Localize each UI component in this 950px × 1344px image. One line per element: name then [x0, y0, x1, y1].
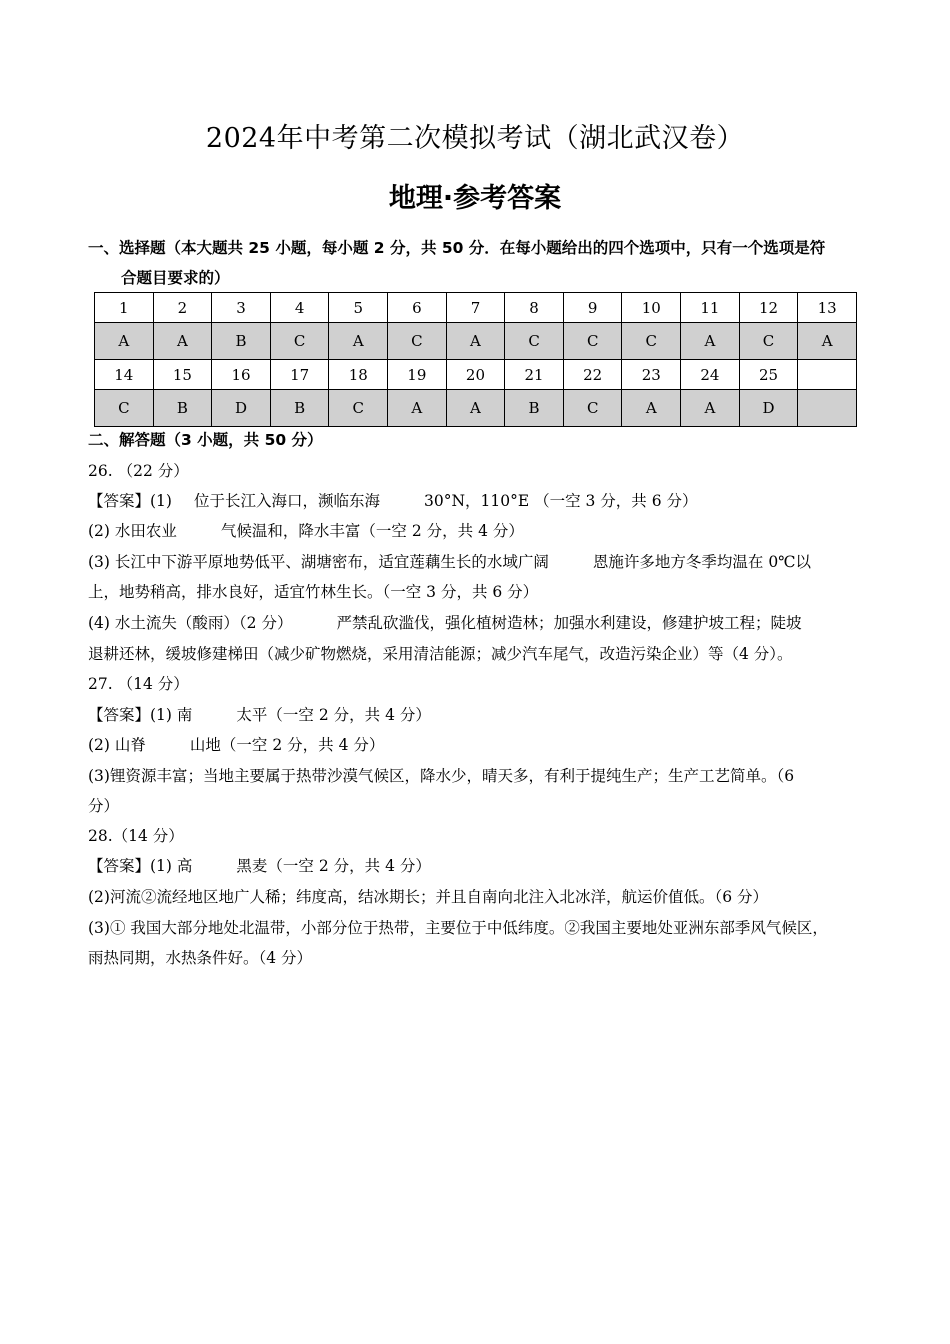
- q28-answer-2: (2)河流②流经地区地广人稀；纬度高，结冰期长；并且自南向北注入北冰洋，航运价值低。（6 分）: [88, 888, 768, 906]
- answer-cell: 4: [270, 293, 329, 323]
- answer-table: [94, 292, 857, 427]
- answer-cell: 11: [681, 293, 740, 323]
- q26-answer-1: [88, 486, 878, 516]
- q27-answer-3-line1: (3)锂资源丰富；当地主要属于热带沙漠气候区，降水少，晴天多，有利于提纯生产；生产工艺简单。（6: [88, 767, 795, 785]
- answer-cell: 16: [212, 360, 271, 390]
- answer-cell: 15: [153, 360, 212, 390]
- answer-cell: 18: [329, 360, 388, 390]
- answer-cell: A: [153, 323, 212, 360]
- page-subtitle: 地理·参考答案: [388, 183, 562, 214]
- q26-answer-3-line2: 上，地势稍高，排水良好，适宜竹林生长。（一空 3 分，共 6 分）: [88, 583, 539, 601]
- q26-a2-prefix: (2): [88, 522, 110, 540]
- q28-a1-part1: 高: [176, 857, 193, 875]
- q28-a1-prefix: 【答案】(1): [88, 857, 172, 875]
- section1-heading-line1: 一、选择题（本大题共 25 小题，每小题 2 分，共 50 分．在每小题给出的四个选项中，只有一个选项是符: [88, 239, 826, 257]
- section2-heading: 二、解答题（3 小题，共 50 分）: [88, 431, 323, 449]
- answer-cell: A: [798, 323, 857, 360]
- q28-a1-part2: 黑麦（一空 2 分，共 4 分）: [236, 857, 431, 875]
- answer-cell: 20: [446, 360, 505, 390]
- q26-answer-3-line1: [88, 547, 878, 577]
- answer-cell: [798, 390, 857, 427]
- answer-cell: C: [329, 390, 388, 427]
- section1-heading: [88, 233, 878, 293]
- answer-cell: 23: [622, 360, 681, 390]
- q26-a4-prefix: (4): [88, 614, 110, 632]
- q27-a1-part1: 南: [176, 706, 193, 724]
- answer-cell: C: [95, 390, 154, 427]
- q27-a1-part2: 太平（一空 2 分，共 4 分）: [236, 706, 431, 724]
- q26-answer-2: [88, 516, 878, 546]
- answer-cell: A: [622, 390, 681, 427]
- answer-cell: 14: [95, 360, 154, 390]
- answer-cell: B: [270, 390, 329, 427]
- answer-row-letters: [95, 323, 857, 360]
- q27-a2-part2: 山地（一空 2 分，共 4 分）: [189, 736, 385, 754]
- q26-a1-part1: 位于长江入海口，濒临东海: [193, 492, 380, 510]
- answer-row-letters: [95, 390, 857, 427]
- answer-cell: 24: [681, 360, 740, 390]
- answer-cell: C: [388, 323, 447, 360]
- answer-cell: 13: [798, 293, 857, 323]
- q27-answer-1: [88, 700, 878, 730]
- answer-cell: C: [505, 323, 564, 360]
- answer-cell: [798, 360, 857, 390]
- q26-a3-part2: 恩施许多地方冬季均温在 0℃以: [592, 553, 812, 571]
- q26-label: 26. （22 分）: [88, 462, 189, 480]
- q26-a3-prefix: (3): [88, 553, 110, 571]
- answer-cell: 9: [563, 293, 622, 323]
- answer-cell: A: [329, 323, 388, 360]
- answer-cell: C: [563, 390, 622, 427]
- answer-cell: A: [446, 323, 505, 360]
- answer-cell: 2: [153, 293, 212, 323]
- q26-answer-4-line1: [88, 608, 878, 638]
- answer-cell: A: [681, 390, 740, 427]
- q27-a2-part1: 山脊: [114, 736, 146, 754]
- answer-cell: A: [446, 390, 505, 427]
- answer-cell: B: [153, 390, 212, 427]
- answer-cell: 25: [739, 360, 798, 390]
- answer-cell: B: [505, 390, 564, 427]
- answer-cell: A: [681, 323, 740, 360]
- q26-a2-part2: 气候温和，降水丰富（一空 2 分，共 4 分）: [220, 522, 524, 540]
- answer-cell: D: [212, 390, 271, 427]
- answer-cell: C: [270, 323, 329, 360]
- q28-answer-3-line2: 雨热同期，水热条件好。（4 分）: [88, 949, 313, 967]
- answer-cell: C: [563, 323, 622, 360]
- answer-row-numbers: [95, 293, 857, 323]
- answer-cell: 7: [446, 293, 505, 323]
- answer-cell: 17: [270, 360, 329, 390]
- page-title: 2024年中考第二次模拟考试（湖北武汉卷）: [205, 123, 745, 154]
- answer-cell: A: [95, 323, 154, 360]
- q26-a3-part1: 长江中下游平原地势低平、湖塘密布，适宜莲藕生长的水域广阔: [114, 553, 549, 571]
- answer-cell: 12: [739, 293, 798, 323]
- answer-cell: 19: [388, 360, 447, 390]
- answer-cell: 21: [505, 360, 564, 390]
- q26-a1-prefix: 【答案】(1): [88, 492, 172, 510]
- q28-answer-3-line1: (3)① 我国大部分地处北温带，小部分位于热带，主要位于中低纬度。②我国主要地处亚洲东部季风气候区，: [88, 919, 828, 937]
- section1-heading-line2: 合题目要求的）: [121, 269, 230, 287]
- answer-cell: 5: [329, 293, 388, 323]
- answer-cell: C: [622, 323, 681, 360]
- q26-answer-4-line2: 退耕还林，缓坡修建梯田（减少矿物燃烧，采用清洁能源；减少汽车尾气，改造污染企业）等（4 分）。: [88, 645, 793, 663]
- answer-cell: 6: [388, 293, 447, 323]
- answer-cell: 22: [563, 360, 622, 390]
- q26-a4-part1: 水土流失（酸雨）（2 分）: [114, 614, 293, 632]
- q27-answer-3-line2: 分）: [88, 797, 120, 815]
- answer-cell: D: [739, 390, 798, 427]
- q27-a2-prefix: (2): [88, 736, 110, 754]
- answer-cell: A: [388, 390, 447, 427]
- answer-cell: 1: [95, 293, 154, 323]
- answer-cell: 10: [622, 293, 681, 323]
- answer-cell: C: [739, 323, 798, 360]
- answer-cell: B: [212, 323, 271, 360]
- q27-a1-prefix: 【答案】(1): [88, 706, 172, 724]
- answer-cell: 3: [212, 293, 271, 323]
- q26-a1-part2: 30°N，110°E （一空 3 分，共 6 分）: [423, 492, 698, 510]
- q28-answer-1: [88, 851, 878, 881]
- answer-cell: 8: [505, 293, 564, 323]
- q28-label: 28.（14 分）: [88, 827, 184, 845]
- q27-label: 27. （14 分）: [88, 675, 189, 693]
- q27-answer-2: [88, 730, 878, 760]
- q26-a2-part1: 水田农业: [114, 522, 177, 540]
- q26-a4-part2: 严禁乱砍滥伐，强化植树造林；加强水利建设，修建护坡工程；陡坡: [336, 614, 802, 632]
- answer-row-numbers: [95, 360, 857, 390]
